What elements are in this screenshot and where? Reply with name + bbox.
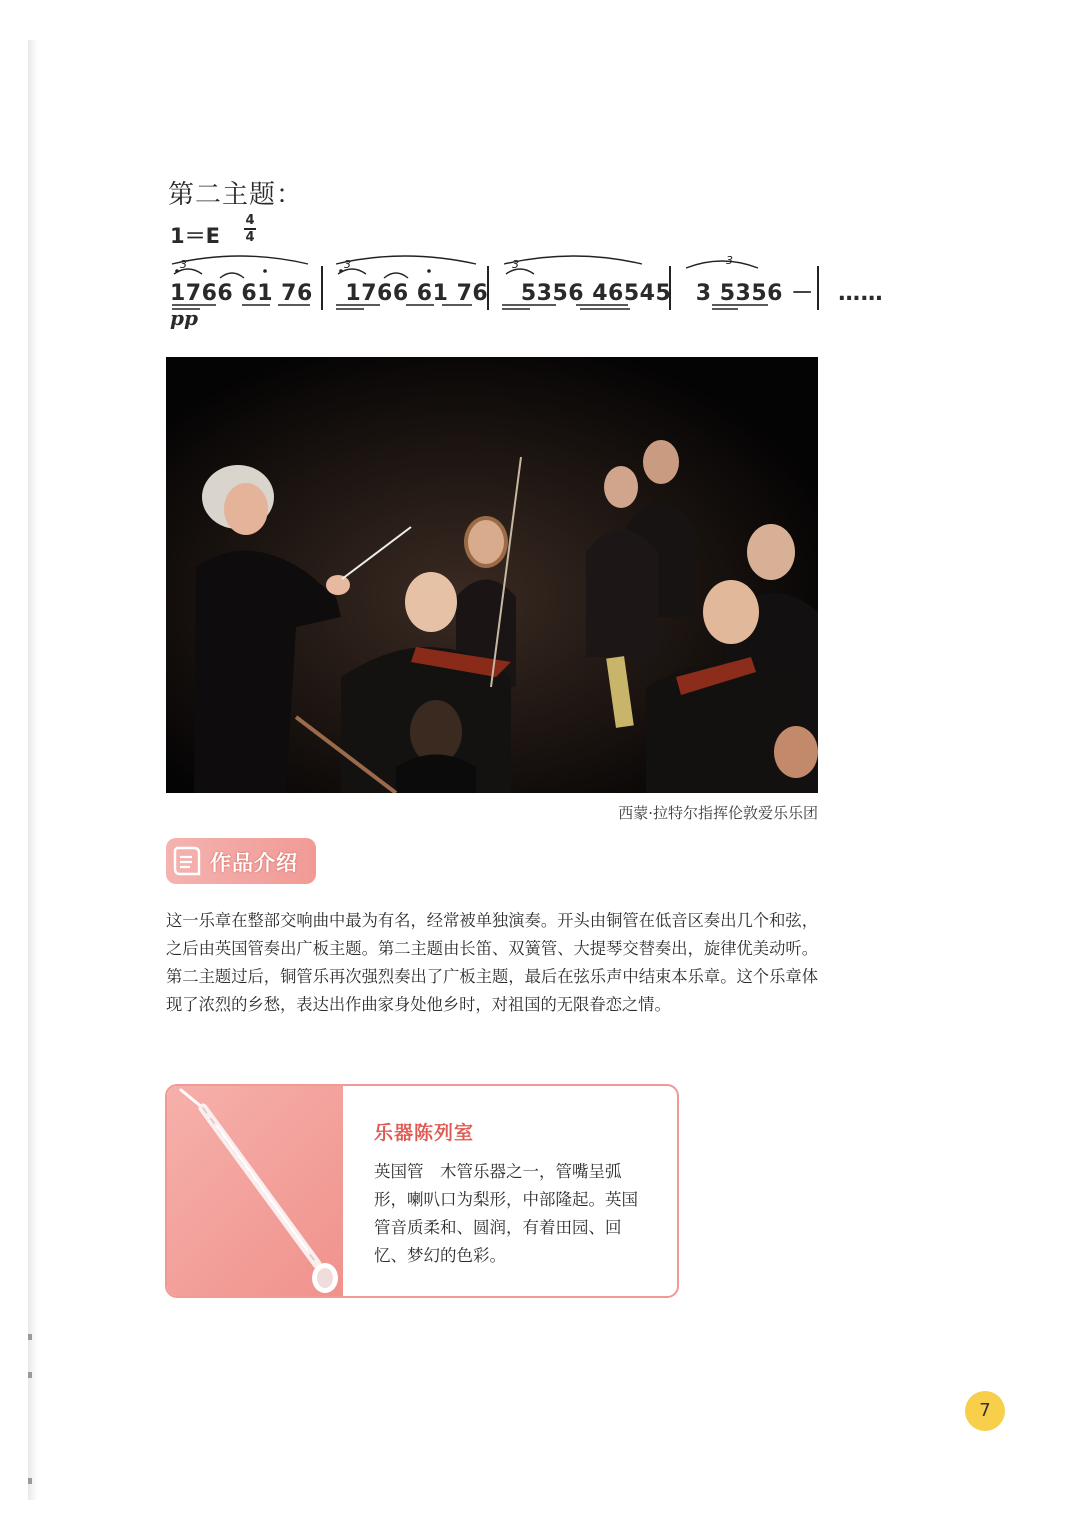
measure-4: 3 5356 － bbox=[695, 281, 814, 306]
photo-caption: 西蒙·拉特尔指挥伦敦爱乐乐团 bbox=[618, 804, 818, 822]
svg-text:3: 3 bbox=[726, 254, 733, 267]
measure-2: 1766 61 76 bbox=[345, 281, 489, 306]
section-label: 作品介绍 bbox=[210, 851, 298, 875]
ellipsis: …… bbox=[838, 281, 884, 306]
time-signature-top: 4 bbox=[245, 213, 255, 228]
time-signature-bottom: 4 bbox=[245, 229, 255, 245]
instrument-showcase-box bbox=[165, 1084, 679, 1298]
svg-text:3: 3 bbox=[180, 258, 187, 271]
page-number-badge: 7 bbox=[965, 1391, 1005, 1431]
showcase-description: 英国管 木管乐器之一，管嘴呈弧形，喇叭口为梨形，中部隆起。英国管音质柔和、圆润，有着田园、回忆、梦幻的色彩。 bbox=[374, 1162, 638, 1265]
spine-mark bbox=[28, 1334, 32, 1340]
theme-title: 第二主题： bbox=[168, 180, 304, 210]
document-icon bbox=[172, 844, 202, 878]
orchestra-photo bbox=[166, 357, 818, 793]
notation-measures bbox=[170, 276, 883, 307]
measure-1: 1766 61 76 bbox=[170, 281, 313, 306]
dynamic-marking: pp bbox=[170, 306, 198, 330]
intro-paragraph: 这一乐章在整部交响曲中最为有名，经常被单独演奏。开头由铜管在低音区奏出几个和弦，之后由英国管奏出广板主题。第二主题由长笛、双簧管、大提琴交替奏出，旋律优美动听。第二主题过后，铜管乐再次强烈奏出了广板主题，最后在弦乐声中结束本乐章。这个乐章体现了浓烈的乡愁，表达出作曲家身处他乡时，对祖国的无限眷恋之情。 bbox=[166, 911, 818, 1014]
book-spine-shadow bbox=[28, 40, 38, 1500]
measure-3: 5356 46545 bbox=[520, 281, 672, 306]
showcase-title: 乐器陈列室 bbox=[374, 1122, 475, 1144]
english-horn-image bbox=[167, 1086, 343, 1296]
key-signature: 1＝E bbox=[170, 224, 220, 248]
svg-text:3: 3 bbox=[512, 258, 519, 271]
section-badge-intro bbox=[166, 838, 316, 884]
svg-text:3: 3 bbox=[344, 258, 351, 271]
spine-mark bbox=[28, 1372, 32, 1378]
time-signature bbox=[244, 214, 256, 244]
spine-mark bbox=[28, 1478, 32, 1484]
